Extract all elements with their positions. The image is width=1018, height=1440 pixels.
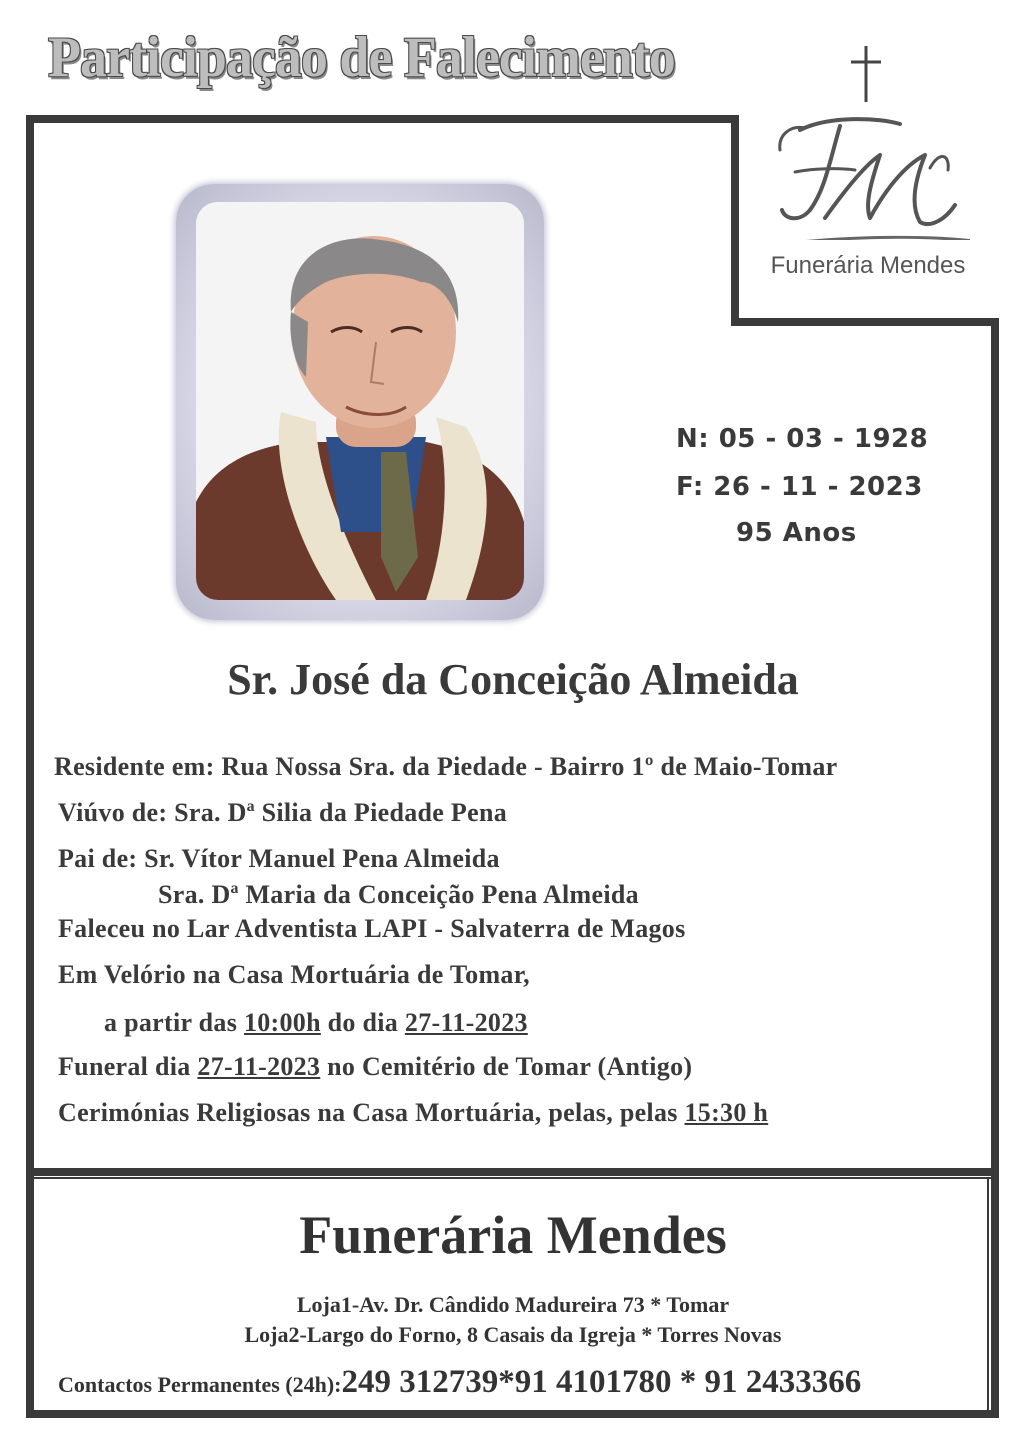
funeral-text-a: Funeral dia: [58, 1052, 198, 1081]
funeral-text-b: no Cemitério de Tomar (Antigo): [320, 1052, 693, 1081]
age: 95 Anos: [736, 518, 857, 548]
ceremony-time: 15:30 h: [684, 1098, 769, 1127]
cross-icon: [848, 44, 884, 104]
logo-wordmark: Funerária Mendes: [770, 252, 966, 279]
address-line-2: Loja2-Largo do Forno, 8 Casais da Igreja * Torres Novas: [244, 1322, 782, 1347]
notice-title: Participação de Falecimento: [48, 25, 675, 89]
widower-line: Viúvo de: Sra. Dª Silia da Piedade Pena: [58, 798, 508, 827]
contacts-label: Contactos Permanentes (24h):: [58, 1372, 342, 1397]
funeral-date: 27-11-2023: [197, 1052, 321, 1081]
wake-text-a: a partir das: [104, 1008, 244, 1037]
funeral-line: [58, 1052, 692, 1082]
birth-date: N: 05 - 03 - 1928: [676, 424, 929, 454]
ceremony-text: Cerimónias Religiosas na Casa Mortuária, pelas, pelas: [58, 1098, 685, 1127]
contacts-line: [58, 1364, 861, 1401]
deceased-name: Sr. José da Conceição Almeida: [227, 655, 799, 704]
father-of-line-2: Sra. Dª Maria da Conceição Pena Almeida: [158, 880, 639, 909]
deceased-portrait: [196, 202, 524, 600]
wake-time: 10:00h: [243, 1008, 321, 1037]
death-date: F: 26 - 11 - 2023: [676, 472, 923, 502]
wake-date: 27-11-2023: [404, 1008, 528, 1037]
residence-line: Residente em: Rua Nossa Sra. da Piedade - Bairro 1º de Maio-Tomar: [54, 752, 838, 781]
died-at-line: Faleceu no Lar Adventista LAPI - Salvaterra de Magos: [58, 914, 686, 943]
wake-line-2: [104, 1008, 528, 1038]
address-line-1: Loja1-Av. Dr. Cândido Madureira 73 * Tomar: [296, 1292, 730, 1317]
fm-monogram-logo: [770, 110, 970, 240]
ceremony-line: [58, 1098, 768, 1128]
wake-text-b: do dia: [320, 1008, 405, 1037]
footer-company-name: Funerária Mendes: [299, 1205, 727, 1265]
wake-line-1: Em Velório na Casa Mortuária de Tomar,: [58, 960, 530, 989]
father-of-line-1: Pai de: Sr. Vítor Manuel Pena Almeida: [58, 844, 500, 873]
contacts-numbers: 249 312739*91 4101780 * 91 2433366: [341, 1364, 862, 1400]
